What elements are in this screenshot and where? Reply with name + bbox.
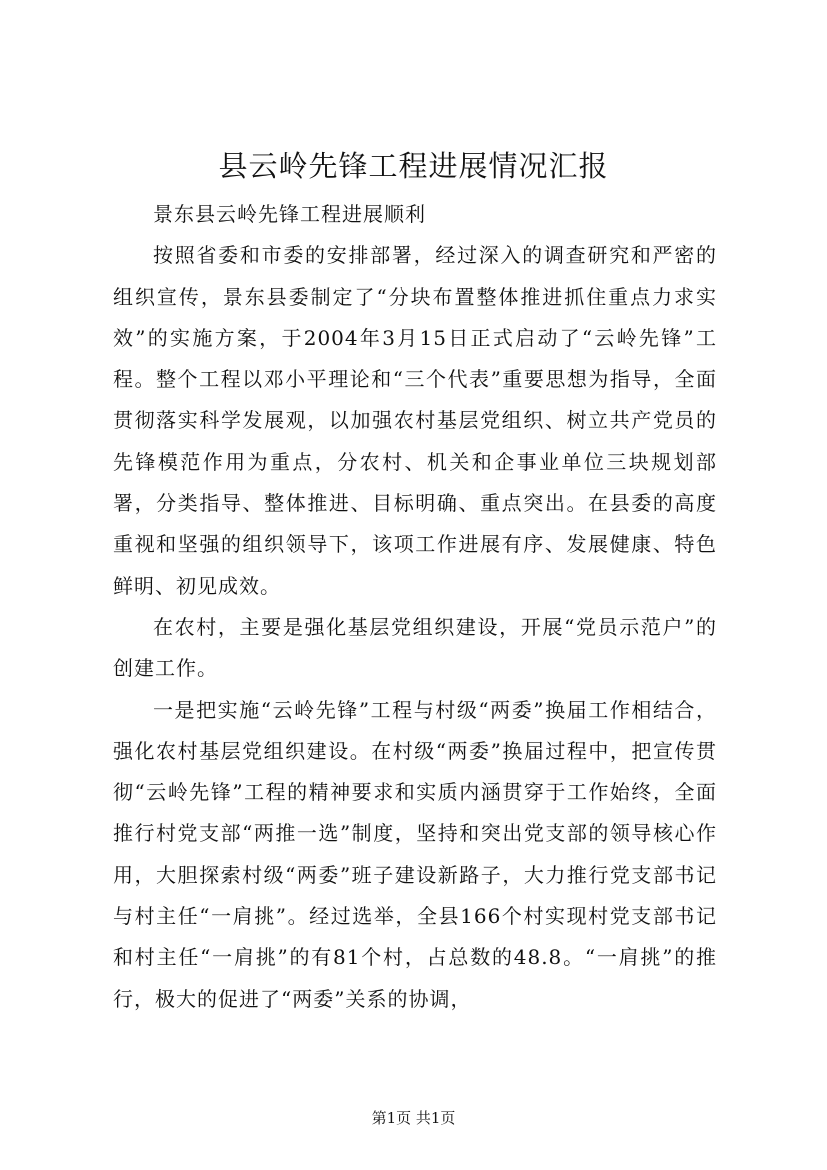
page-footer: 第1页 共1页 (371, 1109, 456, 1127)
paragraph-subtitle: 景东县云岭先锋工程进展顺利 (153, 202, 426, 226)
document-title: 县云岭先锋工程进展情况汇报 (218, 149, 609, 183)
paragraph-intro: 按照省委和市委的安排部署，经过深入的调查研究和严密的组织宣传，景东县委制定了“分块布置整体推进抓住重点力求实效”的实施方案，于2004年3月15日正式启动了“云岭先锋”工程。整个工程以邓小平理论和“三个代表”重要思想为指导，全面贯彻落实科学发展观，以加强农村基层党组织、树立共产党员的先锋模范作用为重点，分农村、机关和企事业单位三块规划部署，分类指导、整体推进、目标明确、重点突出。在县委的高度重视和坚强的组织领导下，该项工作进展有序、发展健康、特色鲜明、初见成效。 (113, 243, 717, 598)
paragraph-rural: 在农村，主要是强化基层党组织建设，开展“党员示范户”的创建工作。 (113, 614, 717, 681)
paragraph-point-one: 一是把实施“云岭先锋”工程与村级“两委”换届工作相结合，强化农村基层党组织建设。在村级“两委”换届过程中，把宣传贯彻“云岭先锋”工程的精神要求和实质内涵贯穿于工作始终，全面推行村党支部“两推一选”制度，坚持和突出党支部的领导核心作用，大胆探索村级“两委”班子建设新路子，大力推行党支部书记与村主任“一肩挑”。经过选举，全县166个村实现村党支部书记和村主任“一肩挑”的有81个村，占总数的48.8。“一肩挑”的推行，极大的促进了“两委”关系的协调， (113, 697, 717, 1011)
document-body (113, 194, 717, 1020)
